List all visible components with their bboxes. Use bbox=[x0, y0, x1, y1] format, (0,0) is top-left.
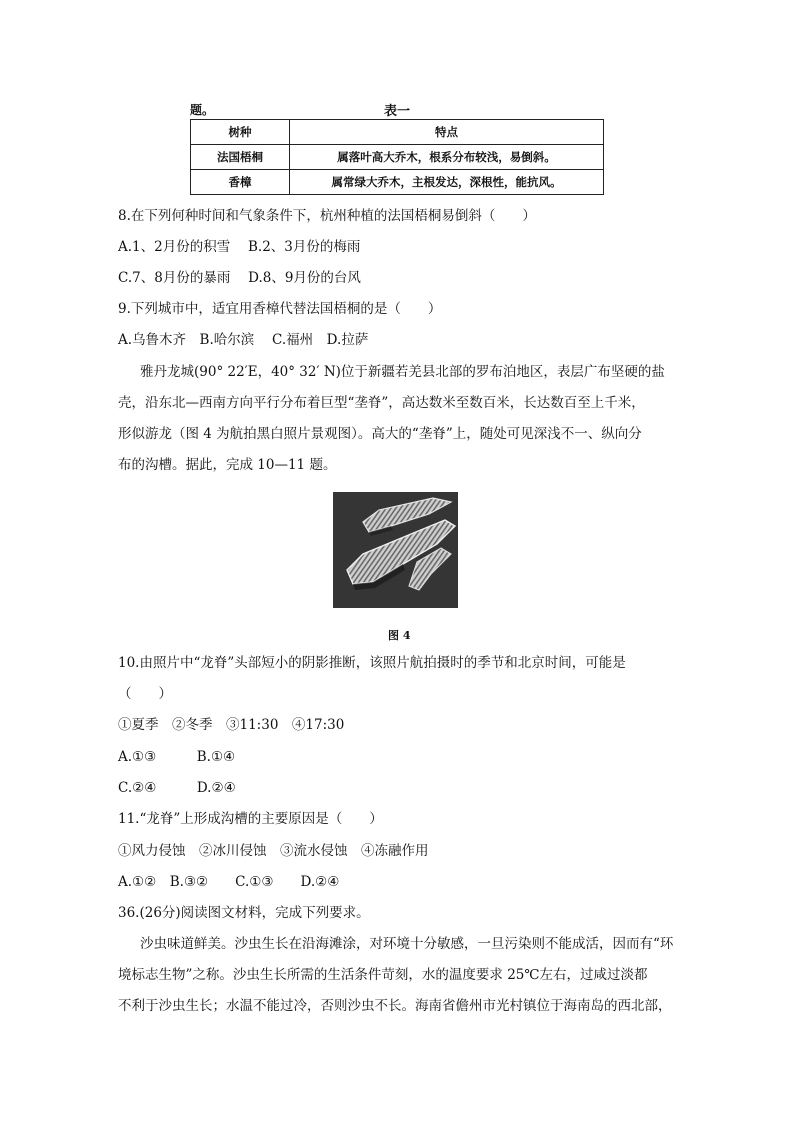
question-11-options: A.①② B.③② C.①③ D.②④ bbox=[118, 874, 340, 890]
question-11-stem: 11.“龙脊”上形成沟槽的主要原因是（ ） bbox=[118, 811, 383, 827]
question-36-stem: 36.(26分)阅读图文材料，完成下列要求。 bbox=[118, 905, 370, 921]
table-cell: 法国梧桐 bbox=[191, 145, 290, 170]
tree-species-table bbox=[190, 119, 604, 195]
table-lead-text: 题。 bbox=[190, 103, 215, 117]
question-36-text-line: 境标志生物”之称。沙虫生长所需的生活条件苛刻，水的温度要求 25℃左右，过咸过淡都 bbox=[118, 967, 648, 983]
table-title: 表一 bbox=[384, 104, 411, 119]
passage-line: 雅丹龙城(90° 22′E，40° 32′ N)位于新疆若羌县北部的罗布泊地区，表层广布坚硬的盐 bbox=[140, 364, 665, 380]
question-36-text-line: 不利于沙虫生长；水温不能过冷，否则沙虫不长。海南省儋州市光村镇位于海南岛的西北部， bbox=[118, 998, 672, 1014]
table-header-row bbox=[191, 120, 604, 145]
question-9-options: A.乌鲁木齐 B.哈尔滨 C.福州 D.拉萨 bbox=[118, 332, 369, 348]
question-8-stem: 8.在下列何种时间和气象条件下，杭州种植的法国梧桐易倒斜（ ） bbox=[118, 208, 536, 224]
question-36-text-line: 沙虫味道鲜美。沙虫生长在沿海滩涂，对环境十分敏感，一旦污染则不能成活，因而有“环 bbox=[140, 936, 674, 952]
table-header-cell: 特点 bbox=[290, 120, 604, 145]
table-row bbox=[191, 145, 604, 170]
table-cell: 属常绿大乔木，主根发达，深根性，能抗风。 bbox=[290, 170, 604, 195]
question-10-options-line2: C.②④ D.②④ bbox=[118, 780, 236, 796]
passage-line: 壳，沿东北—西南方向平行分布着巨型“垄脊”，高达数米至数百米，长达数百至上千米， bbox=[118, 395, 645, 411]
question-10-items: ①夏季 ②冬季 ③11:30 ④17:30 bbox=[118, 717, 345, 733]
table-header-cell: 树种 bbox=[191, 120, 290, 145]
question-8-options-line2: C.7、8月份的暴雨 D.8、9月份的台风 bbox=[118, 270, 361, 286]
question-9-stem: 9.下列城市中，适宜用香樟代替法国梧桐的是（ ） bbox=[118, 301, 442, 317]
table-cell: 香樟 bbox=[191, 170, 290, 195]
table-cell: 属落叶高大乔木，根系分布较浅，易倒斜。 bbox=[290, 145, 604, 170]
table-row bbox=[191, 170, 604, 195]
aerial-photo-drawing bbox=[333, 492, 458, 608]
passage-line: 形似游龙（图 4 为航拍黑白照片景观图）。高大的“垄脊”上，随处可见深浅不一、纵向分 bbox=[118, 426, 642, 442]
figure-caption: 图 4 bbox=[388, 629, 411, 642]
question-8-options-line1: A.1、2月份的积雪 B.2、3月份的梅雨 bbox=[118, 239, 361, 255]
aerial-photo-figure bbox=[333, 492, 458, 608]
question-10-stem-line2: （ ） bbox=[118, 686, 172, 702]
question-10-stem-line1: 10.由照片中“龙脊”头部短小的阴影推断，该照片航拍摄时的季节和北京时间，可能是 bbox=[118, 655, 626, 671]
passage-line: 布的沟槽。据此，完成 10—11 题。 bbox=[118, 457, 337, 473]
question-10-options-line1: A.①③ B.①④ bbox=[118, 749, 236, 765]
question-11-items: ①风力侵蚀 ②冰川侵蚀 ③流水侵蚀 ④冻融作用 bbox=[118, 843, 429, 859]
